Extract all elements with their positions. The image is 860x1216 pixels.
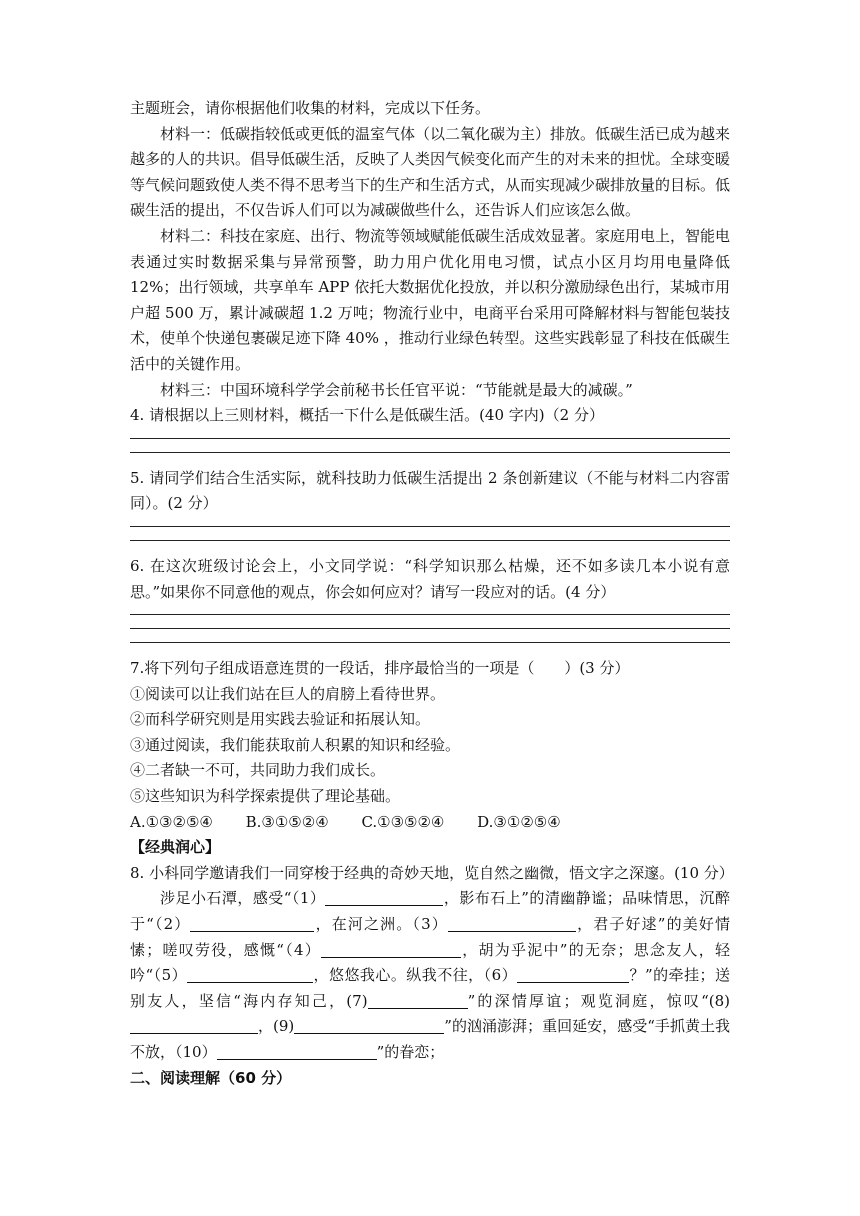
blank-8[interactable] [130, 1015, 258, 1034]
question-7-stem: 7.将下列句子组成语意连贯的一段话，排序最恰当的一项是（ ）(3 分） [130, 659, 630, 678]
sentence-5: ⑤这些知识为科学探索提供了理论基础。 [130, 787, 401, 806]
question-8-body [130, 886, 730, 1065]
blank-1[interactable] [325, 887, 443, 906]
blank-3[interactable] [448, 913, 576, 932]
q8-text: ，胡为乎泥中”的无奈；思念友人，轻吟“（5） [130, 940, 730, 985]
option-d[interactable]: D.③①②⑤④ [477, 812, 561, 831]
answer-line[interactable] [130, 526, 730, 527]
answer-line[interactable] [130, 614, 730, 615]
q8-text: ，君子好逑”的美好情愫；嗟叹劳役，感慨“（4） [130, 915, 731, 959]
option-a[interactable]: A.①③②⑤④ [130, 812, 213, 831]
sentence-2: ②而科学研究则是用实践去验证和拓展认知。 [130, 710, 431, 729]
material-2: 材料二：科技在家庭、出行、物流等领域赋能低碳生活成效显著。家庭用电上，智能电表通过实时数据采集与异常预警，助力用户优化用电习惯，试点小区月均用电量降低 12%；出行领域，共享单车 APP 依托大数据优化投放，并以积分激励绿色出行，某城市用户超 500 万，累计减碳超 1.2 万吨；物流行业中，电商平台采用可降解材料与智能包装技术，使单个快递包裹碳足迹下降 40% ，推动行业绿色转型。这些实践彰显了科技在低碳生活中的关键作用。 [130, 226, 731, 373]
q8-text: ，影布石上”的清幽静谧；品味情思，沉醉于“（2） [130, 889, 730, 934]
answer-line[interactable] [130, 628, 730, 629]
q8-text: 涉足小石潭，感受“（1） [160, 889, 326, 908]
option-b[interactable]: B.③①⑤②④ [245, 812, 329, 831]
sentence-1: ①阅读可以让我们站在巨人的肩膀上看待世界。 [130, 684, 446, 703]
answer-line[interactable] [130, 642, 730, 643]
blank-4[interactable] [321, 939, 461, 958]
blank-9[interactable] [294, 1015, 444, 1034]
question-6: 6. 在这次班级讨论会上，小文同学说：“科学知识那么枯燥，还不如多读几本小说有意思。”如果你不同意他的观点，你会如何应对？请写一段应对的话。(4 分） [130, 556, 730, 601]
q8-text: ，悠悠我心。纵我不往，（6） [313, 966, 518, 985]
section-classic-heading: 【经典润心】 [130, 838, 221, 857]
sentence-4: ④二者缺一不可，共同助力我们成长。 [130, 761, 386, 780]
q8-text: ”的汹涌澎湃；重回延安，感受“手抓黄土我不放，（10） [130, 1017, 731, 1061]
q8-text: ”的深情厚谊；观览洞庭，惊叹“(8) [467, 991, 730, 1010]
section-2-heading: 二、阅读理解（60 分） [130, 1068, 292, 1087]
blank-10[interactable] [217, 1041, 377, 1060]
material-3: 材料三：中国环境科学学会前秘书长任官平说：“节能就是最大的减碳。” [160, 380, 633, 399]
option-c[interactable]: C.①③⑤②④ [361, 812, 445, 831]
sentence-3: ③通过阅读，我们能获取前人积累的知识和经验。 [130, 735, 461, 754]
answer-line[interactable] [130, 540, 730, 541]
question-8-stem: 8. 小科同学邀请我们一同穿梭于经典的奇妙天地，览自然之幽微，悟文字之深邃。(10 分） [130, 863, 734, 882]
q8-text: ，在河之洲。（3） [314, 915, 448, 934]
material-1: 材料一：低碳指较低或更低的温室气体（以二氧化碳为主）排放。低碳生活已成为越来越多的人的共识。倡导低碳生活，反映了人类因气候变化而产生的对未来的担忧。全球变暖等气候问题致使人类不得不思考当下的生产和生活方式，从而实现减少碳排放量的目标。低碳生活的提出，不仅告诉人们可以为减碳做些什么，还告诉人们应该怎么做。 [130, 124, 731, 220]
q8-text: ”的眷恋； [376, 1043, 445, 1061]
answer-line[interactable] [130, 452, 730, 453]
q8-text: ，(9) [258, 1017, 295, 1036]
blank-5[interactable] [187, 964, 313, 983]
intro-text: 主题班会，请你根据他们收集的材料，完成以下任务。 [130, 99, 491, 117]
options-row [130, 810, 730, 836]
blank-7[interactable] [368, 990, 468, 1009]
blank-6[interactable] [517, 964, 629, 983]
q8-text: ？”的牵挂；送别友人，坚信“海内存知己，(7) [130, 966, 731, 1010]
question-4: 4. 请根据以上三则材料，概括一下什么是低碳生活。(40 字内)（2 分） [130, 406, 604, 425]
page-content [130, 96, 734, 1091]
blank-2[interactable] [190, 913, 314, 932]
answer-line[interactable] [130, 438, 730, 439]
question-5: 5. 请同学们结合生活实际，就科技助力低碳生活提出 2 条创新建议（不能与材料二内容雷同）。(2 分） [130, 468, 730, 513]
